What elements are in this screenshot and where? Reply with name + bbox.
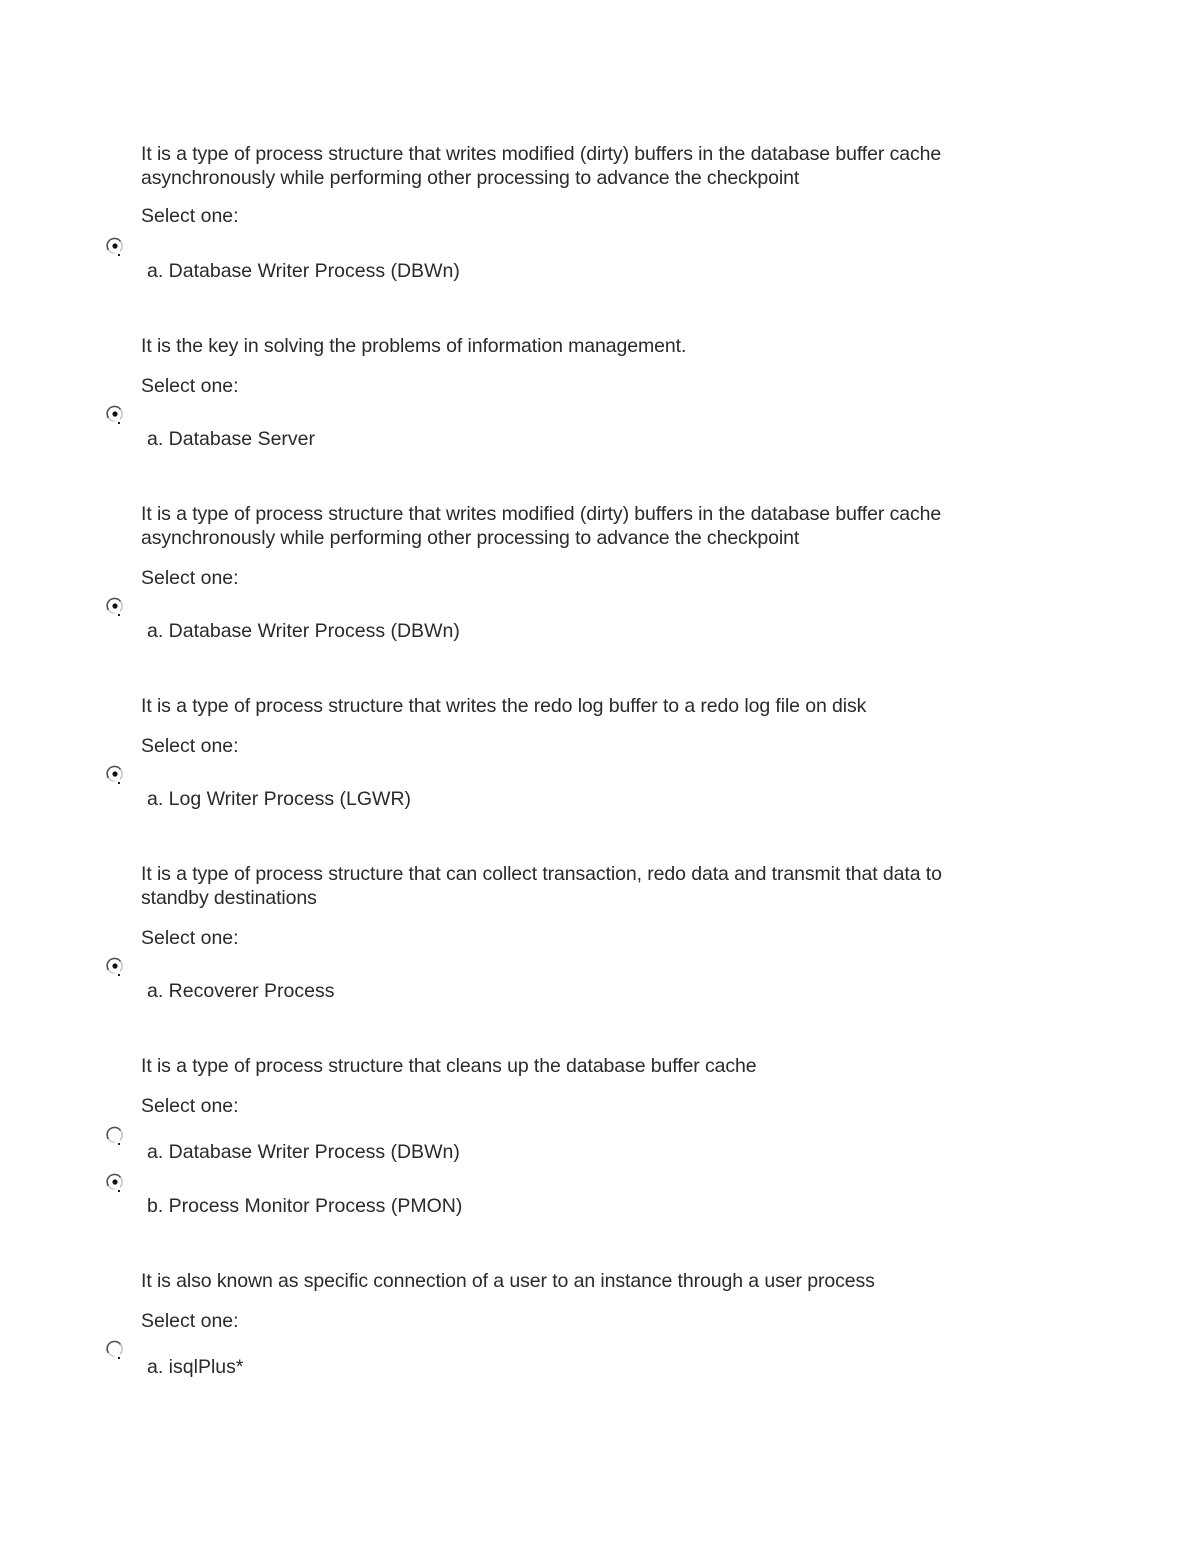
question-text: It is a type of process structure that can collect transaction, redo data and transmit that data to standby destinations: [141, 863, 942, 909]
option-label[interactable]: a. Recoverer Process: [147, 980, 335, 1002]
radio-button-icon[interactable]: [106, 1340, 124, 1360]
radio-button-selected-icon[interactable]: [106, 405, 124, 425]
radio-button-selected-icon[interactable]: [106, 237, 124, 257]
radio-button-selected-icon[interactable]: [106, 597, 124, 617]
option-label[interactable]: a. Log Writer Process (LGWR): [147, 788, 412, 810]
question-text: It is a type of process structure that writes modified (dirty) buffers in the database buffer cache asynchronously while performing other processing to advance the checkpoint: [141, 503, 942, 549]
question-text: It is a type of process structure that cleans up the database buffer cache: [141, 1055, 757, 1077]
question-text: It is a type of process structure that writes the redo log buffer to a redo log file on disk: [141, 695, 867, 717]
question-text: It is the key in solving the problems of information management.: [141, 335, 687, 357]
radio-button-selected-icon[interactable]: [106, 957, 124, 977]
option-label[interactable]: a. Database Server: [147, 428, 316, 450]
question-text: It is also known as specific connection of a user to an instance through a user process: [141, 1270, 875, 1292]
select-one-prompt: Select one:: [141, 927, 239, 949]
select-one-prompt: Select one:: [141, 205, 239, 227]
option-label[interactable]: a. isqlPlus*: [147, 1356, 244, 1378]
radio-button-selected-icon[interactable]: [106, 765, 124, 785]
select-one-prompt: Select one:: [141, 1095, 239, 1117]
option-label[interactable]: a. Database Writer Process (DBWn): [147, 620, 460, 642]
select-one-prompt: Select one:: [141, 735, 239, 757]
select-one-prompt: Select one:: [141, 375, 239, 397]
option-label[interactable]: a. Database Writer Process (DBWn): [147, 260, 460, 282]
option-label[interactable]: b. Process Monitor Process (PMON): [147, 1195, 463, 1217]
radio-button-icon[interactable]: [106, 1126, 124, 1146]
radio-button-selected-icon[interactable]: [106, 1173, 124, 1193]
select-one-prompt: Select one:: [141, 1310, 239, 1332]
option-label[interactable]: a. Database Writer Process (DBWn): [147, 1141, 460, 1163]
question-text: It is a type of process structure that writes modified (dirty) buffers in the database buffer cache asynchronously while performing other processing to advance the checkpoint: [141, 143, 942, 189]
select-one-prompt: Select one:: [141, 567, 239, 589]
